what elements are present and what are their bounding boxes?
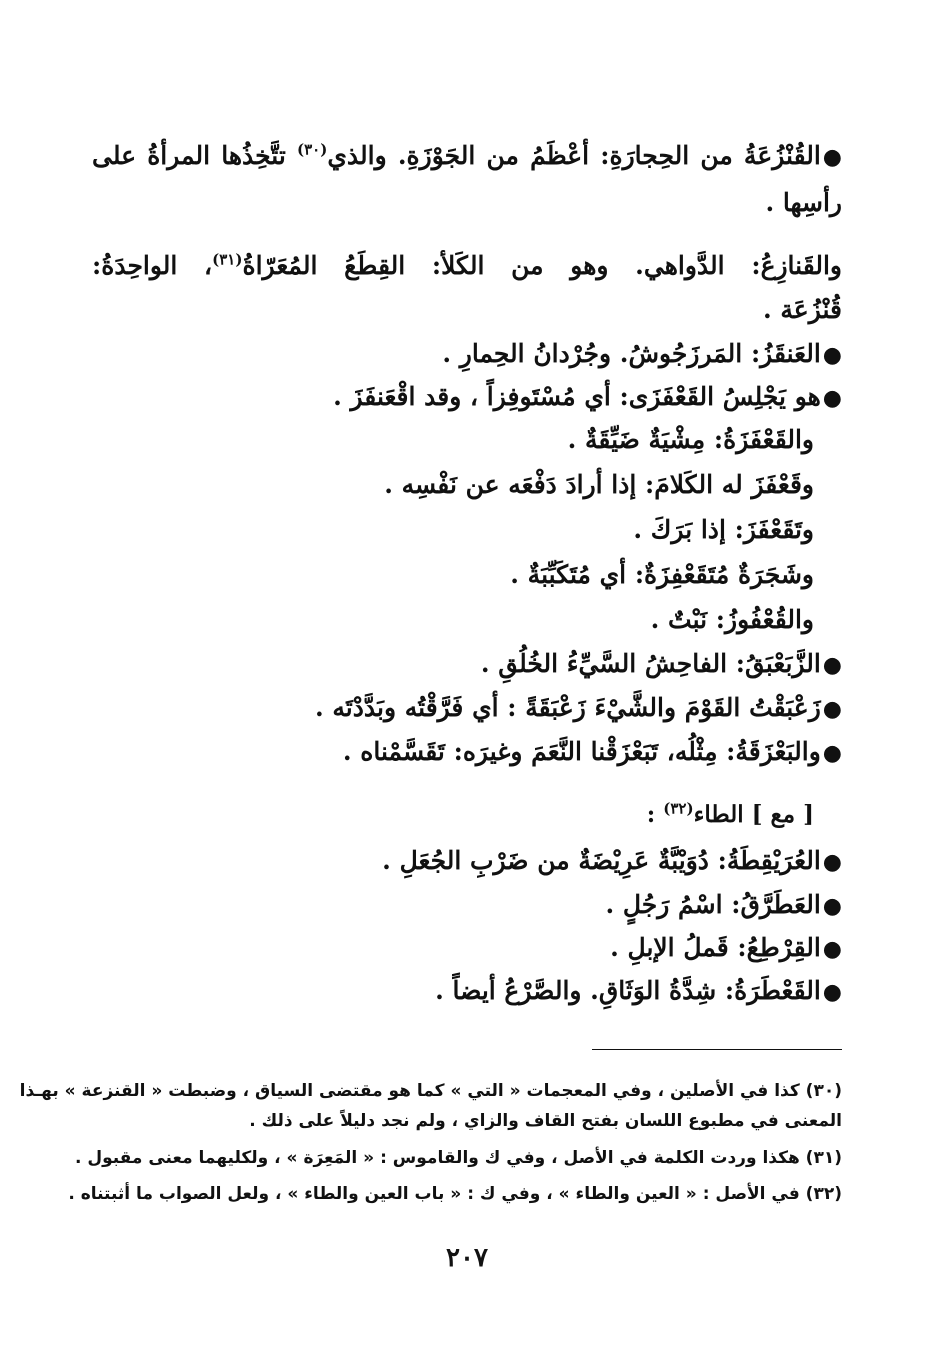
- bullet-icon: ●: [822, 740, 842, 766]
- entry-atarraq: [605, 888, 842, 923]
- entry-text: والقُعْفُوزُ: نَبْتٌ .: [650, 605, 814, 634]
- footnote-ref-32: (٣٢): [663, 799, 694, 818]
- entry-text: العُرَيْقِطَةُ: دُوَيْبَّةٌ عَرِيْضَةٌ من ضَرْبِ الجُعَلِ .: [382, 846, 821, 875]
- section-heading-ain-ta: [647, 800, 814, 830]
- entry-text: تتَّخِذُها المرأةُ على: [92, 141, 297, 170]
- entry-qanazi-line-1: [92, 249, 842, 283]
- entry-text: العَنقَزُ: المَرزَجُوشُ. وجُرْدانُ الحِمارِ .: [442, 339, 821, 368]
- entry-qunzua-line-2: [765, 186, 842, 220]
- entry-text: العَطَرَّقُ: اسْمُ رَجُلٍ .: [605, 890, 821, 919]
- footnote-ref-31: (٣١): [212, 250, 243, 269]
- entry-qafaza-line-6: [651, 603, 814, 637]
- entry-urayqita: [382, 844, 842, 879]
- section-heading-text: :: [646, 801, 664, 828]
- entry-text: وشَجَرَةٌ مُتَقَعْفِزَةٌ: أي مُتَكَبِّبَةٌ .: [510, 560, 814, 589]
- footnote-divider: [592, 1049, 842, 1050]
- entry-qatara: [435, 974, 842, 1009]
- entry-text: القَعْطَرَةُ: شِدَّةُ الوَثَاقِ. والصَّرْعُ أيضاً .: [435, 976, 821, 1005]
- bullet-icon: ●: [822, 652, 842, 678]
- entry-text: زَعْبَقْتُ القَوْمَ والشَّيْءَ زَعْبَقَةً : أي فَرَّقْتُه وبَدَّدْتَه .: [314, 693, 821, 722]
- page-number: ٢٠٧: [446, 1243, 488, 1273]
- entry-text: قُنْزُعَة .: [762, 295, 842, 324]
- entry-qafaza-line-2: [568, 423, 814, 457]
- bullet-icon: ●: [822, 385, 842, 411]
- entry-qunzua-line-1: [92, 139, 842, 174]
- entry-text: والقَعْفَزَةُ: مِشْيَةٌ ضَيِّقَةٌ .: [567, 425, 814, 454]
- bullet-icon: ●: [822, 144, 842, 170]
- entry-anqaz: [442, 337, 842, 372]
- entry-zabaqa: [315, 691, 842, 726]
- entry-qafaza-line-5: [510, 558, 814, 592]
- bullet-icon: ●: [822, 979, 842, 1005]
- bullet-icon: ●: [822, 936, 842, 962]
- entry-text: القِرْطِعُ: قَملُ الإبلِ .: [610, 933, 821, 962]
- bullet-icon: ●: [822, 696, 842, 722]
- entry-text: القُنْزُعَةُ من الحِجارَةِ: أعْظَمُ من الجَوْزَةِ. والذي: [327, 141, 821, 170]
- entry-qirti: [610, 931, 842, 966]
- footnote-30-line-2: المعنى في مطبوع اللسان بفتح القاف والزاي ، ولم نجد دليلاً على ذلك .: [249, 1111, 842, 1131]
- footnote-30-line-1: (٣٠) كذا في الأصلين ، وفي المعجمات « التي » كما هو مقتضى السياق ، وضبطت « القنزعة » بهـذا: [19, 1081, 842, 1101]
- bullet-icon: ●: [822, 342, 842, 368]
- entry-qafaza-line-4: [633, 513, 814, 547]
- entry-text: رأسِها .: [765, 188, 842, 217]
- entry-qafaza-line-1: [333, 380, 842, 415]
- entry-text: الزَّبَعْبَقُ: الفاحِشُ السَّيِّءُ الخُلُقِ .: [480, 649, 821, 678]
- section-heading-text: [ مع ] الطاء: [693, 801, 814, 828]
- entry-zabaq: [481, 647, 842, 682]
- entry-text: وقَعْفَزَ له الكَلامَ: إذا أرادَ دَفْعَه عن نَفْسِه .: [384, 470, 814, 499]
- entry-qafaza-line-3: [384, 468, 814, 502]
- entry-text: والقَنازِعُ: الدَّواهي. وهو من الكَلأ: القِطَعُ المُعَرّاةُ: [242, 251, 843, 280]
- entry-text: هو يَجْلِسُ القَعْفَزَى: أي مُسْتَوفِزاً ، وقد اقْعَنفَزَ .: [333, 382, 821, 411]
- bullet-icon: ●: [822, 849, 842, 875]
- entry-text: ، الواحِدَةُ:: [92, 251, 213, 280]
- bullet-icon: ●: [822, 893, 842, 919]
- entry-text: وتَقَعْفَزَ: إذا بَرَكَ .: [633, 515, 814, 544]
- footnote-32: (٣٢) في الأصل : « العين والطاء » ، وفي ك : « باب العين والطاء » ، ولعل الصواب ما أثبتناه .: [68, 1184, 842, 1204]
- entry-qanazi-line-2: [763, 293, 842, 327]
- footnote-ref-30: (٣٠): [296, 140, 328, 159]
- entry-text: والبَعْزَقَةُ: مِثْلُه، تَبَعْزَقْنا النَّعَمَ وغيرَه: تَقَسَّمْناه .: [342, 737, 821, 766]
- entry-bazaqa: [343, 735, 842, 770]
- footnote-31: (٣١) هكذا وردت الكلمة في الأصل ، وفي ك والقاموس : « المَعِرَة » ، ولكليهما معنى مقبول .: [74, 1148, 842, 1168]
